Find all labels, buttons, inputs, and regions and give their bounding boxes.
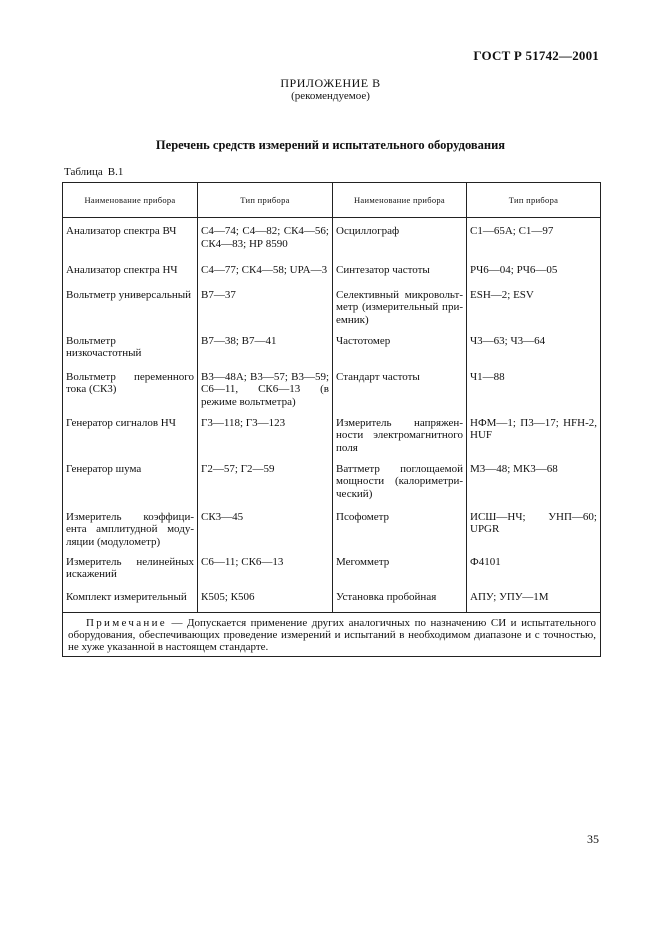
list-title: Перечень средств измерений и испытательного оборудования [155, 138, 506, 152]
device-name: Осциллограф [333, 218, 467, 264]
device-name: Стандарт частоты [333, 371, 467, 417]
annex-subtitle: (рекомендуемое) [291, 90, 370, 102]
device-name: Псофометр [333, 511, 467, 556]
table-row [63, 511, 601, 556]
device-name: Генератор сигналов НЧ [63, 417, 198, 463]
device-type: С4—74; С4—82; СК4—56; СК4—83; НР 8590 [198, 218, 333, 264]
device-name: Анализатор спектра НЧ [63, 264, 198, 289]
equipment-table [62, 182, 601, 657]
device-type: Г3—118; Г3—123 [198, 417, 333, 463]
device-name: Генератор шума [63, 463, 198, 511]
device-name: Ваттметр поглощаемой мощности (калориметри-ческий) [333, 463, 467, 511]
table-row [63, 556, 601, 591]
device-type: С1—65А; С1—97 [467, 218, 601, 264]
device-name: Анализатор спектра ВЧ [63, 218, 198, 264]
device-type: Г2—57; Г2—59 [198, 463, 333, 511]
standard-number: ГОСТ Р 51742—2001 [473, 48, 599, 63]
table-caption-label: Таблица [64, 166, 103, 178]
device-name: Синтезатор частоты [333, 264, 467, 289]
device-name: Установка пробойная [333, 591, 467, 613]
page-number: 35 [587, 832, 599, 846]
device-type: В7—37 [198, 289, 333, 335]
device-type: ESH—2; ESV [467, 289, 601, 335]
note-cell [63, 613, 601, 657]
column-header-type: Тип прибора [198, 183, 333, 218]
table-row [63, 591, 601, 613]
device-type: С4—77; СК4—58; UPA—3 [198, 264, 333, 289]
table-row [63, 289, 601, 335]
device-type: АПУ; УПУ—1М [467, 591, 601, 613]
table-note [63, 613, 601, 657]
table-header [63, 183, 601, 218]
device-name: Селективный микровольт-метр (измерительный при-емник) [333, 289, 467, 335]
table-row [63, 218, 601, 264]
column-header-name: Наименование прибора [63, 183, 198, 218]
device-type: В3—48А; В3—57; В3—59; С6—11, СК6—13 (в режиме вольтметра) [198, 371, 333, 417]
device-name: Вольтметр низкочастотный [63, 335, 198, 371]
device-name: Частотомер [333, 335, 467, 371]
device-type: Ч1—88 [467, 371, 601, 417]
note-text: — Допускается применение других аналогичных по назначению СИ и испытательного оборудования, обеспечивающих проведение измерений и испытаний в необходимом диапазоне и с точностью, не хуже указанной в настоящем стандарте. [68, 617, 596, 653]
device-name: Вольтметр переменного тока (СК3) [63, 371, 198, 417]
table-row [63, 371, 601, 417]
table-row [63, 335, 601, 371]
device-name: Измеритель коэффици-ента амплитудной моду-ляции (модулометр) [63, 511, 198, 556]
column-header-type: Тип прибора [467, 183, 601, 218]
table-row [63, 264, 601, 289]
device-type: СК3—45 [198, 511, 333, 556]
device-type: С6—11; СК6—13 [198, 556, 333, 591]
table-caption [64, 166, 123, 178]
device-type: В7—38; В7—41 [198, 335, 333, 371]
device-type: Ф4101 [467, 556, 601, 591]
note-label: Примечание [86, 617, 167, 629]
annex-title: ПРИЛОЖЕНИЕ В [280, 76, 381, 90]
device-type: ИСШ—НЧ; УНП—60; UPGR [467, 511, 601, 556]
device-name: Измеритель нелинейных искажений [63, 556, 198, 591]
device-name: Мегомметр [333, 556, 467, 591]
device-name: Комплект измерительный [63, 591, 198, 613]
table-caption-number: В.1 [107, 166, 124, 178]
column-header-name: Наименование прибора [333, 183, 467, 218]
device-type: РЧ6—04; РЧ6—05 [467, 264, 601, 289]
device-name: Вольтметр универсальный [63, 289, 198, 335]
device-type: НФМ—1; П3—17; HFH-2, HUF [467, 417, 601, 463]
device-type: Ч3—63; Ч3—64 [467, 335, 601, 371]
device-name: Измеритель напряжен-ности электромагнитного поля [333, 417, 467, 463]
table-row [63, 417, 601, 463]
device-type: К505; К506 [198, 591, 333, 613]
table-row [63, 463, 601, 511]
device-type: М3—48; МК3—68 [467, 463, 601, 511]
